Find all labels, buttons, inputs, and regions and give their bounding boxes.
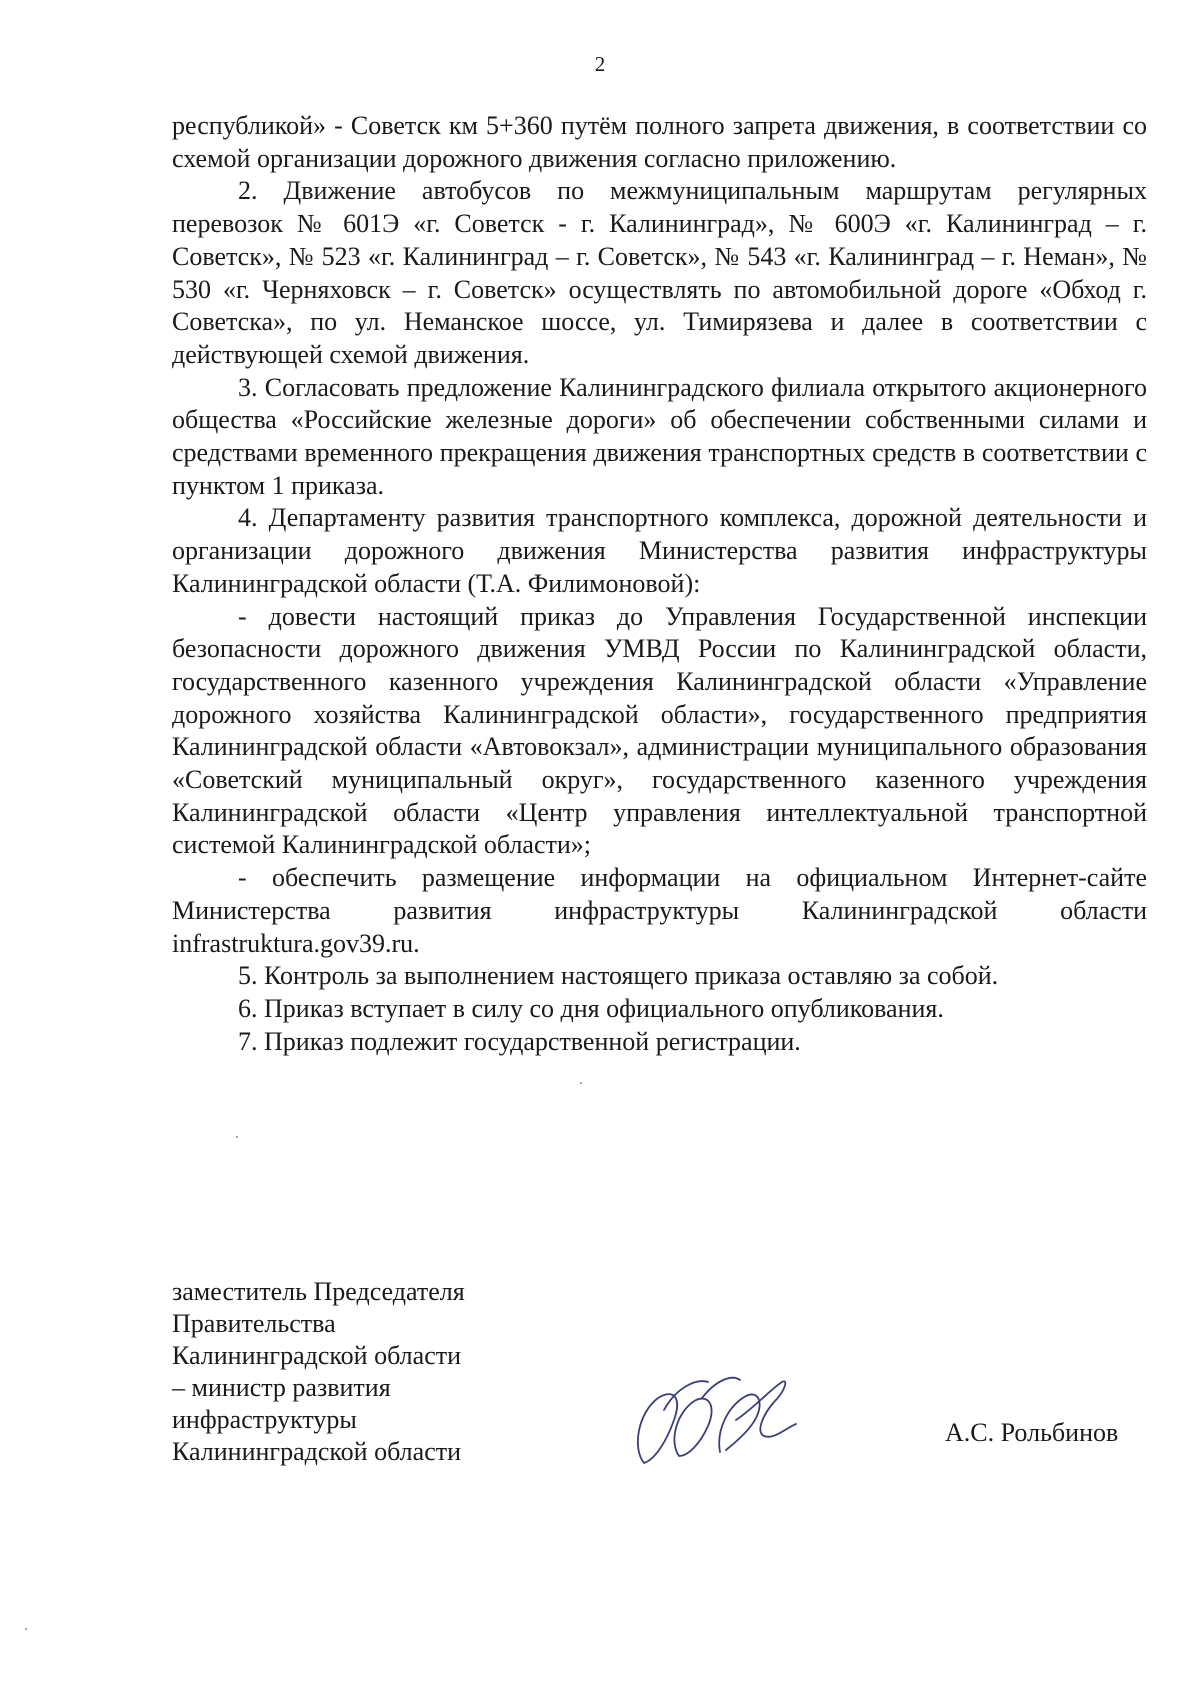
signatory-position xyxy=(172,1276,465,1468)
position-line: инфраструктуры xyxy=(172,1405,357,1434)
scan-speck xyxy=(25,1628,27,1630)
paragraph-6: 6. Приказ вступает в силу со дня официального опубликования. xyxy=(238,993,944,1023)
scan-speck xyxy=(236,1136,238,1138)
handwritten-signature xyxy=(624,1368,804,1478)
position-line: Калининградской области xyxy=(172,1341,462,1370)
position-line: Калининградской области xyxy=(172,1437,462,1466)
paragraph-4-item-2: - обеспечить размещение информации на официальном Интернет-сайте Министерства развития инфраструктуры Калининградской области infrastruktura.gov39.ru. xyxy=(172,863,1147,958)
paragraph-4-item-1: - довести настоящий приказ до Управления Государственной инспекции безопасности дорожного движения УМВД России по Калининградской области, государственного казенного учреждения Калининградской области «Управление дорожного хозяйства Калининградской области», государственного предприятия Калининградской области «Автовокзал», администрации муниципального образования «Советский муниципальный округ», государственного казенного учреждения Калининградской области «Центр управления интеллектуальной транспортной системой Калининградской области»; xyxy=(172,601,1147,860)
paragraph-7: 7. Приказ подлежит государственной регистрации. xyxy=(238,1026,801,1056)
page-number: 2 xyxy=(594,52,606,76)
paragraph-1-continuation: республикой» - Советск км 5+360 путём полного запрета движения, в соответствии со схемой организации дорожного движения согласно приложению. xyxy=(172,111,1147,173)
signer-name: А.С. Рольбинов xyxy=(945,1418,1119,1447)
position-line: заместитель Председателя xyxy=(172,1277,465,1306)
paragraph-5: 5. Контроль за выполнением настоящего приказа оставляю за собой. xyxy=(238,961,999,991)
paragraph-3: 3. Согласовать предложение Калининградского филиала открытого акционерного общества «Российские железные дороги» об обеспечении собственными силами и средствами временного прекращения движения транспортных средств в соответствии с пунктом 1 приказа. xyxy=(172,372,1147,500)
scan-speck xyxy=(580,1082,582,1084)
paragraph-2: 2. Движение автобусов по межмуниципальным маршрутам регулярных перевозок № 601Э «г. Советск - г. Калининград», № 600Э «г. Калининград – г. Советск», № 523 «г. Калининград – г. Советск», № 543 «г. Калининград – г. Неман», № 530 «г. Черняховск – г. Советск» осуществлять по автомобильной дороге «Обход г. Советска», по ул. Неманское шоссе, ул. Тимирязева и далее в соответствии с действующей схемой движения. xyxy=(172,176,1147,369)
position-line: Правительства xyxy=(172,1309,336,1338)
document-body xyxy=(172,110,1147,1058)
position-line: – министр развития xyxy=(172,1373,391,1402)
paragraph-4: 4. Департаменту развития транспортного комплекса, дорожной деятельности и организации дорожного движения Министерства развития инфраструктуры Калининградской области (Т.А. Филимоновой): xyxy=(172,503,1147,598)
